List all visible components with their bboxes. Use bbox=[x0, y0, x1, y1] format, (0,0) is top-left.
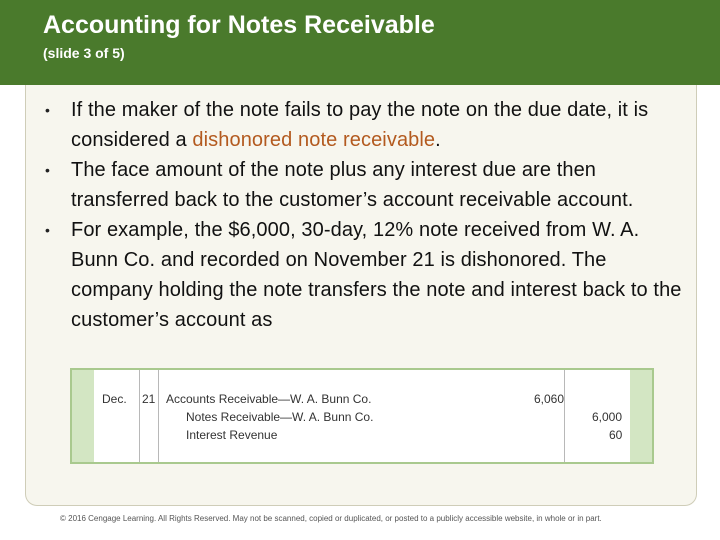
journal-credit: 6,000 bbox=[592, 410, 623, 424]
bullet-text-end: . bbox=[435, 129, 441, 151]
journal-entry-figure bbox=[70, 368, 654, 464]
bullet-icon: • bbox=[45, 222, 51, 238]
bullet-item bbox=[45, 155, 685, 215]
journal-account: Interest Revenue bbox=[186, 428, 278, 442]
bullet-text: If the maker of the note fails to pay the note on the due date, it is considered a bbox=[71, 99, 649, 151]
journal-day: 21 bbox=[142, 392, 156, 406]
bullet-list bbox=[45, 95, 685, 335]
slide-title: Accounting for Notes Receivable bbox=[43, 11, 435, 39]
bullet-text: For example, the $6,000, 30-day, 12% note received from W. A. Bunn Co. and recorded on November 21 is dishonored. The company holding the note transfers the note and interest back to the customer’s account as bbox=[71, 219, 682, 331]
journal-debit: 6,060 bbox=[534, 392, 565, 406]
journal-account: Accounts Receivable—W. A. Bunn Co. bbox=[166, 392, 372, 406]
column-rule bbox=[139, 370, 140, 462]
bullet-icon: • bbox=[45, 102, 51, 118]
copyright-footer: © 2016 Cengage Learning. All Rights Reserved. May not be scanned, copied or duplicated, or posted to a publicly accessible website, in whole or in part. bbox=[60, 514, 602, 523]
journal-account: Notes Receivable—W. A. Bunn Co. bbox=[186, 410, 374, 424]
journal-table bbox=[94, 370, 630, 462]
bullet-item bbox=[45, 215, 685, 335]
bullet-icon: • bbox=[45, 162, 51, 178]
journal-month: Dec. bbox=[102, 392, 127, 406]
slide-header bbox=[0, 0, 720, 85]
column-rule bbox=[158, 370, 159, 462]
bullet-text: The face amount of the note plus any interest due are then transferred back to the customer’s account receivable account. bbox=[71, 159, 634, 211]
column-rule bbox=[564, 370, 565, 462]
journal-credit: 60 bbox=[609, 428, 623, 442]
slide-subtitle: (slide 3 of 5) bbox=[43, 45, 125, 61]
key-term: dishonored note receivable bbox=[192, 129, 436, 151]
bullet-item bbox=[45, 95, 685, 155]
